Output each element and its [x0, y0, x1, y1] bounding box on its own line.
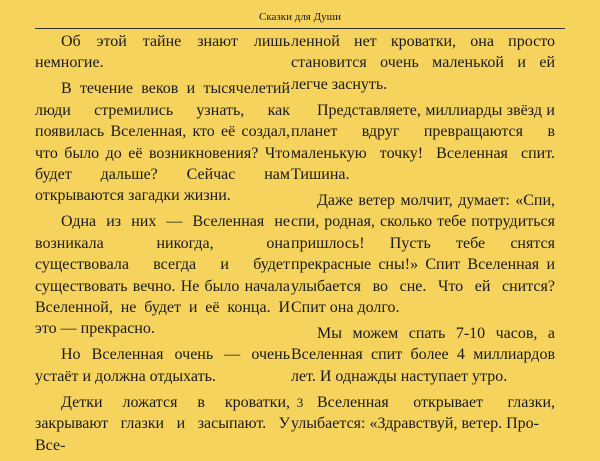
paragraph: ленной нет кроватки, она просто становится очень маленькой и ей легче заснуть.: [291, 33, 555, 93]
paragraph: Детки ложатся в кроватки, закрывают глазки и засыпают. У Все-: [35, 393, 290, 454]
paragraph: Но Вселенная очень — очень устаёт и должна отдыхать.: [35, 346, 290, 385]
page-number: 3: [296, 395, 304, 410]
running-header: [35, 6, 565, 29]
paragraph: Одна из них — Вселенная не возникала никогда, она существовала всегда и будет существовать вечно. Не было начала Вселенной, не будет и её конца. И это — прекрасно.: [35, 213, 290, 338]
paragraph: В течение веков и тысячелетий люди стремились узнать, как появилась Вселенная, кто её создал, что было до её возникновения? Что будет дальше? Сейчас нам открываются загадки жизни.: [35, 80, 290, 205]
right-text-column: [291, 31, 555, 439]
paragraph: Даже ветер молчит, думает: «Спи, спи, родная, сколько тебе потрудиться пришлось! Пусть тебе снятся прекрасные сны!» Спит Вселенная и улыбается во сне. Что ей снится? Спит она долго.: [291, 192, 555, 317]
paragraph: Вселенная открывает глазки, улыбается: «Здравствуй, ветер. Про-: [291, 393, 555, 433]
paragraph: Представляете, миллиарды звёзд и планет вдруг превращаются в маленькую точку! Вселенная спит. Тишина.: [291, 101, 555, 184]
paragraph: Об этой тайне знают лишь немногие.: [35, 33, 290, 72]
paragraph: Мы можем спать 7-10 часов, а Вселенная спит более 4 миллиардов лет. И однажды наступает утро.: [291, 325, 555, 385]
header-title: Сказки для Души: [259, 11, 341, 23]
